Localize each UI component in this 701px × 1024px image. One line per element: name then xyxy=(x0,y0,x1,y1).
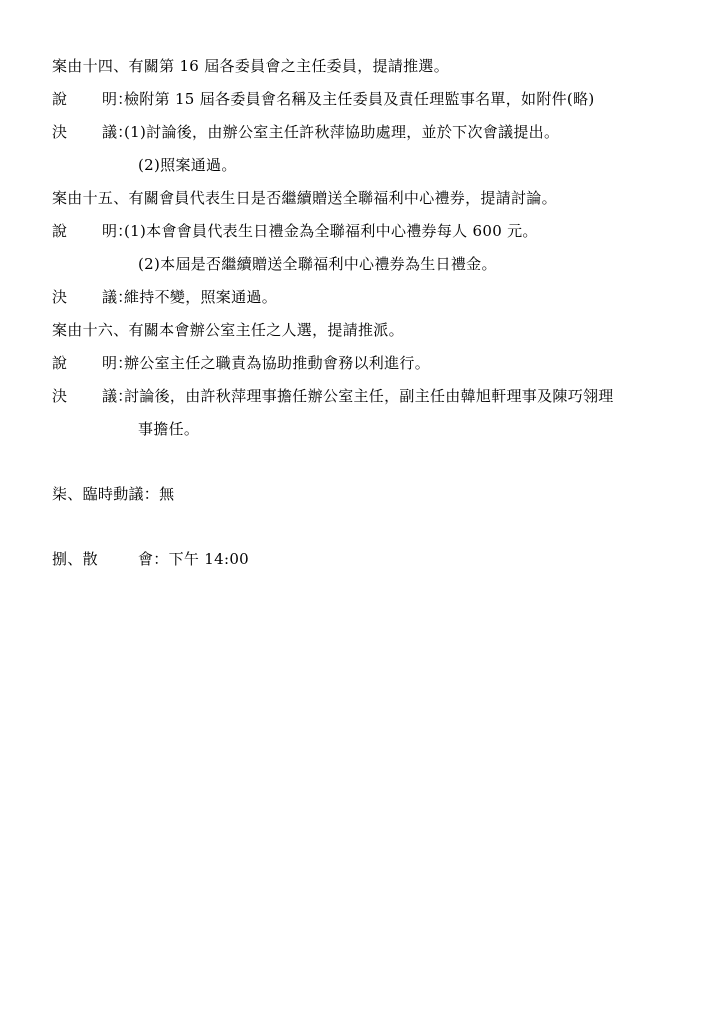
case14-resolution-line1: (1)討論後，由辦公室主任許秋萍協助處理，並於下次會議提出。 xyxy=(124,123,560,141)
explain-label-colon: 明： xyxy=(102,222,133,240)
case14-explanation xyxy=(52,83,692,116)
explain-label-colon: 明： xyxy=(102,354,133,372)
case16-resolution xyxy=(52,380,692,413)
resolution-label-char: 決 xyxy=(52,123,68,141)
resolution-label-colon: 議： xyxy=(102,288,133,306)
adjournment-label-part1: 捌、散 xyxy=(52,550,98,568)
resolution-label-char: 決 xyxy=(52,387,68,405)
extempore-motions: 柒、臨時動議：無 xyxy=(52,485,175,503)
case15-explanation-line2: (2)本屆是否繼續贈送全聯福利中心禮券為生日禮金。 xyxy=(138,255,497,273)
adjournment xyxy=(52,543,692,576)
case14-resolution xyxy=(52,116,692,149)
case14-explanation-text: 檢附第 15 屆各委員會名稱及主任委員及責任理監事名單，如附件(略) xyxy=(124,90,595,108)
resolution-label-char: 決 xyxy=(52,288,68,306)
case15-resolution-text: 維持不變，照案通過。 xyxy=(124,288,278,306)
case16-title: 案由十六、有關本會辦公室主任之人選，提請推派。 xyxy=(52,321,404,339)
case16-explanation-text: 辦公室主任之職責為協助推動會務以利進行。 xyxy=(124,354,431,372)
adjournment-time: 下午 14:00 xyxy=(168,550,250,568)
case16-explanation xyxy=(52,347,692,380)
meeting-minutes xyxy=(52,50,692,576)
resolution-label-colon: 議： xyxy=(102,387,133,405)
adjournment-label-part2: 會： xyxy=(138,550,169,568)
case16-resolution-line2: 事擔任。 xyxy=(138,420,200,438)
case14-resolution-line2: (2)照案通過。 xyxy=(138,156,237,174)
explain-label-char: 說 xyxy=(52,90,68,108)
case15-explanation-line1: (1)本會會員代表生日禮金為全聯福利中心禮券每人 600 元。 xyxy=(124,222,538,240)
explain-label-char: 說 xyxy=(52,354,68,372)
resolution-label-colon: 議： xyxy=(102,123,133,141)
case16-resolution-line1: 討論後，由許秋萍理事擔任辦公室主任，副主任由韓旭軒理事及陳巧翎理 xyxy=(124,387,614,405)
case15-title: 案由十五、有關會員代表生日是否繼續贈送全聯福利中心禮券，提請討論。 xyxy=(52,189,557,207)
case14-title: 案由十四、有關第 16 屆各委員會之主任委員，提請推選。 xyxy=(52,57,450,75)
case15-resolution xyxy=(52,281,692,314)
explain-label-colon: 明： xyxy=(102,90,133,108)
case15-explanation xyxy=(52,215,692,248)
explain-label-char: 說 xyxy=(52,222,68,240)
